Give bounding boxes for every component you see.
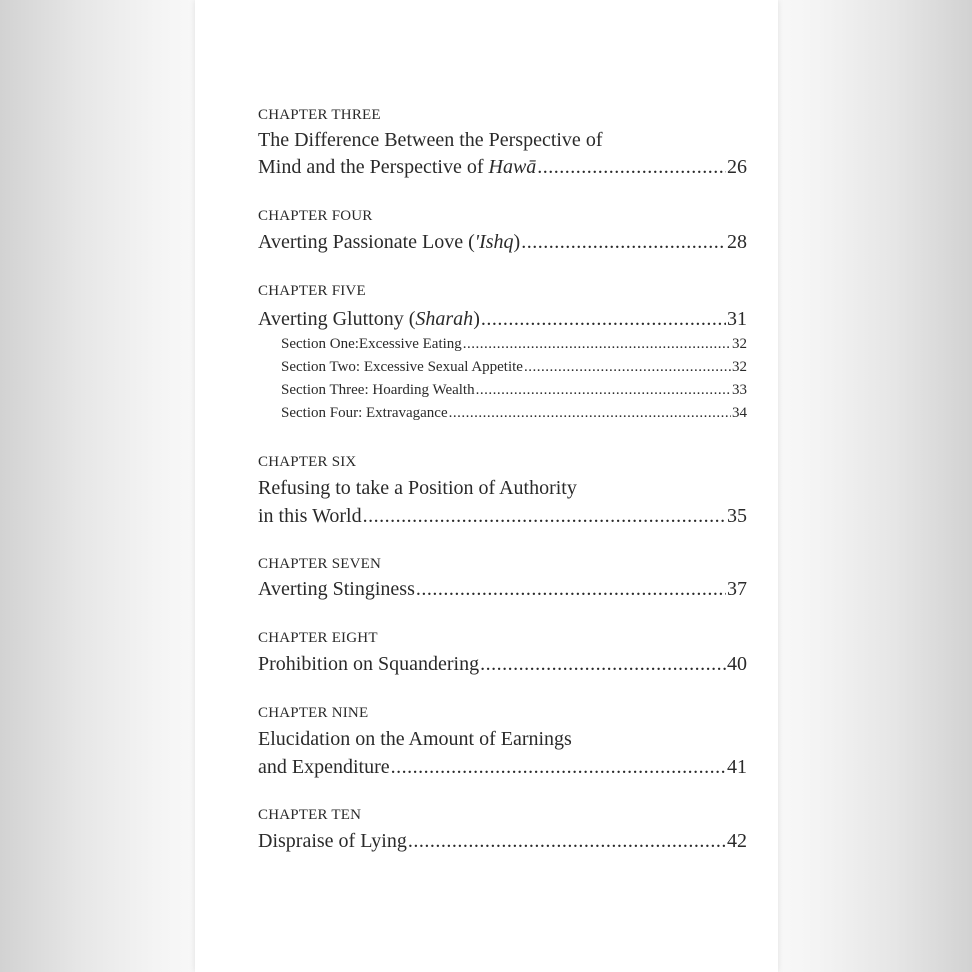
page-number: 42: [727, 830, 747, 852]
chapter-five-label: CHAPTER FIVE: [258, 283, 366, 299]
chapter-three-label: CHAPTER THREE: [258, 107, 381, 123]
leader-dots: [416, 577, 726, 601]
leader-dots: [521, 230, 726, 254]
section-title: Section Three: Hoarding Wealth: [281, 382, 475, 398]
section-title: Section Four: Extravagance: [281, 405, 448, 421]
chapter-ten-title: Dispraise of Lying: [258, 830, 407, 852]
leader-dots: [408, 829, 726, 853]
page-number: 41: [727, 756, 747, 778]
chapter-five-entry: [258, 307, 747, 331]
chapter-nine-title-line1: Elucidation on the Amount of Earnings: [258, 728, 572, 750]
page-number: 28: [727, 231, 747, 253]
leader-dots: [524, 358, 731, 376]
page-number: 40: [727, 653, 747, 675]
book-page: [195, 0, 778, 972]
chapter-six-title-line1: Refusing to take a Position of Authority: [258, 477, 577, 499]
chapter-eight-label: CHAPTER EIGHT: [258, 630, 378, 646]
chapter-ten-entry: [258, 829, 747, 853]
page-number: 34: [732, 405, 747, 421]
section-entry: [281, 358, 747, 376]
chapter-four-label: CHAPTER FOUR: [258, 208, 373, 224]
chapter-four-title: Averting Passionate Love ('Ishq): [258, 231, 521, 253]
chapter-nine-title-line2: and Expenditure: [258, 756, 390, 778]
page-number: 32: [732, 359, 747, 375]
page-number: 32: [732, 336, 747, 352]
chapter-four-entry: [258, 230, 747, 254]
leader-dots: [449, 404, 731, 422]
leader-dots: [480, 652, 726, 676]
section-title: Section Two: Excessive Sexual Appetite: [281, 359, 523, 375]
chapter-eight-entry: [258, 652, 747, 676]
leader-dots: [481, 307, 726, 331]
chapter-three-entry: [258, 155, 747, 179]
chapter-three-title-line1: The Difference Between the Perspective of: [258, 129, 603, 151]
chapter-five-title: Averting Gluttony (Sharah): [258, 308, 480, 330]
section-entry: [281, 381, 747, 399]
chapter-nine-entry: [258, 755, 747, 779]
leader-dots: [391, 755, 726, 779]
chapter-six-title-line2: in this World: [258, 505, 362, 527]
chapter-ten-label: CHAPTER TEN: [258, 807, 362, 823]
leader-dots: [476, 381, 731, 399]
chapter-seven-label: CHAPTER SEVEN: [258, 556, 382, 572]
page-number: 37: [727, 578, 747, 600]
section-entry: [281, 335, 747, 353]
page-number: 26: [727, 156, 747, 178]
chapter-six-label: CHAPTER SIX: [258, 454, 357, 470]
page-number: 35: [727, 505, 747, 527]
page-number: 31: [727, 308, 747, 330]
chapter-nine-label: CHAPTER NINE: [258, 705, 369, 721]
chapter-seven-entry: [258, 577, 747, 601]
chapter-six-entry: [258, 504, 747, 528]
chapter-seven-title: Averting Stinginess: [258, 578, 415, 600]
section-title: Section One:Excessive Eating: [281, 336, 462, 352]
leader-dots: [537, 155, 726, 179]
page-number: 33: [732, 382, 747, 398]
section-entry: [281, 404, 747, 422]
leader-dots: [363, 504, 726, 528]
chapter-three-title-line2: Mind and the Perspective of Hawā: [258, 156, 537, 178]
chapter-eight-title: Prohibition on Squandering: [258, 653, 480, 675]
leader-dots: [463, 335, 731, 353]
